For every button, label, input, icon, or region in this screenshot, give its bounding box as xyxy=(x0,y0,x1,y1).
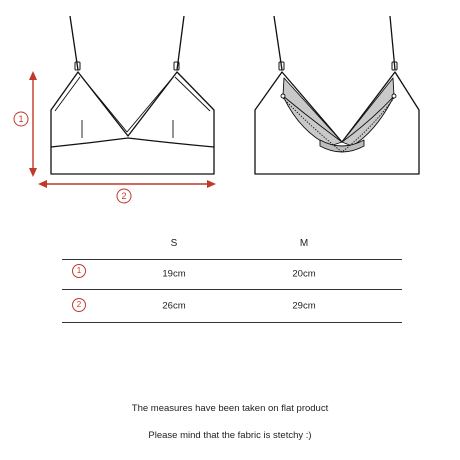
cell-2-s: 26cm xyxy=(162,300,186,312)
column-header-m: M xyxy=(299,238,309,249)
dimension-1-arrow xyxy=(29,71,37,177)
bra-back-view xyxy=(255,16,419,174)
front-outline xyxy=(51,72,214,174)
row-label-1: 1 xyxy=(72,264,86,278)
row-label-2: 2 xyxy=(72,298,86,312)
measurement-note: The measures have been taken on flat product xyxy=(131,403,329,414)
dimension-2-arrow xyxy=(38,180,216,188)
cell-2-m: 29cm xyxy=(292,300,316,312)
cell-1-s: 19cm xyxy=(162,268,186,280)
dimension-1-badge xyxy=(14,112,28,126)
table-rule-middle xyxy=(62,289,402,290)
fabric-note: Please mind that the fabric is stetchy :) xyxy=(148,430,312,441)
bra-diagram xyxy=(0,0,460,215)
table-rule-bottom xyxy=(62,322,402,323)
dimension-2-number: 2 xyxy=(121,191,127,201)
bra-front-view xyxy=(51,16,214,174)
cell-1-m: 20cm xyxy=(292,268,316,280)
table-rule-top xyxy=(62,259,402,260)
dimension-2-badge xyxy=(117,189,131,203)
column-header-s: S xyxy=(170,238,178,249)
dimension-1-number: 1 xyxy=(18,114,24,124)
